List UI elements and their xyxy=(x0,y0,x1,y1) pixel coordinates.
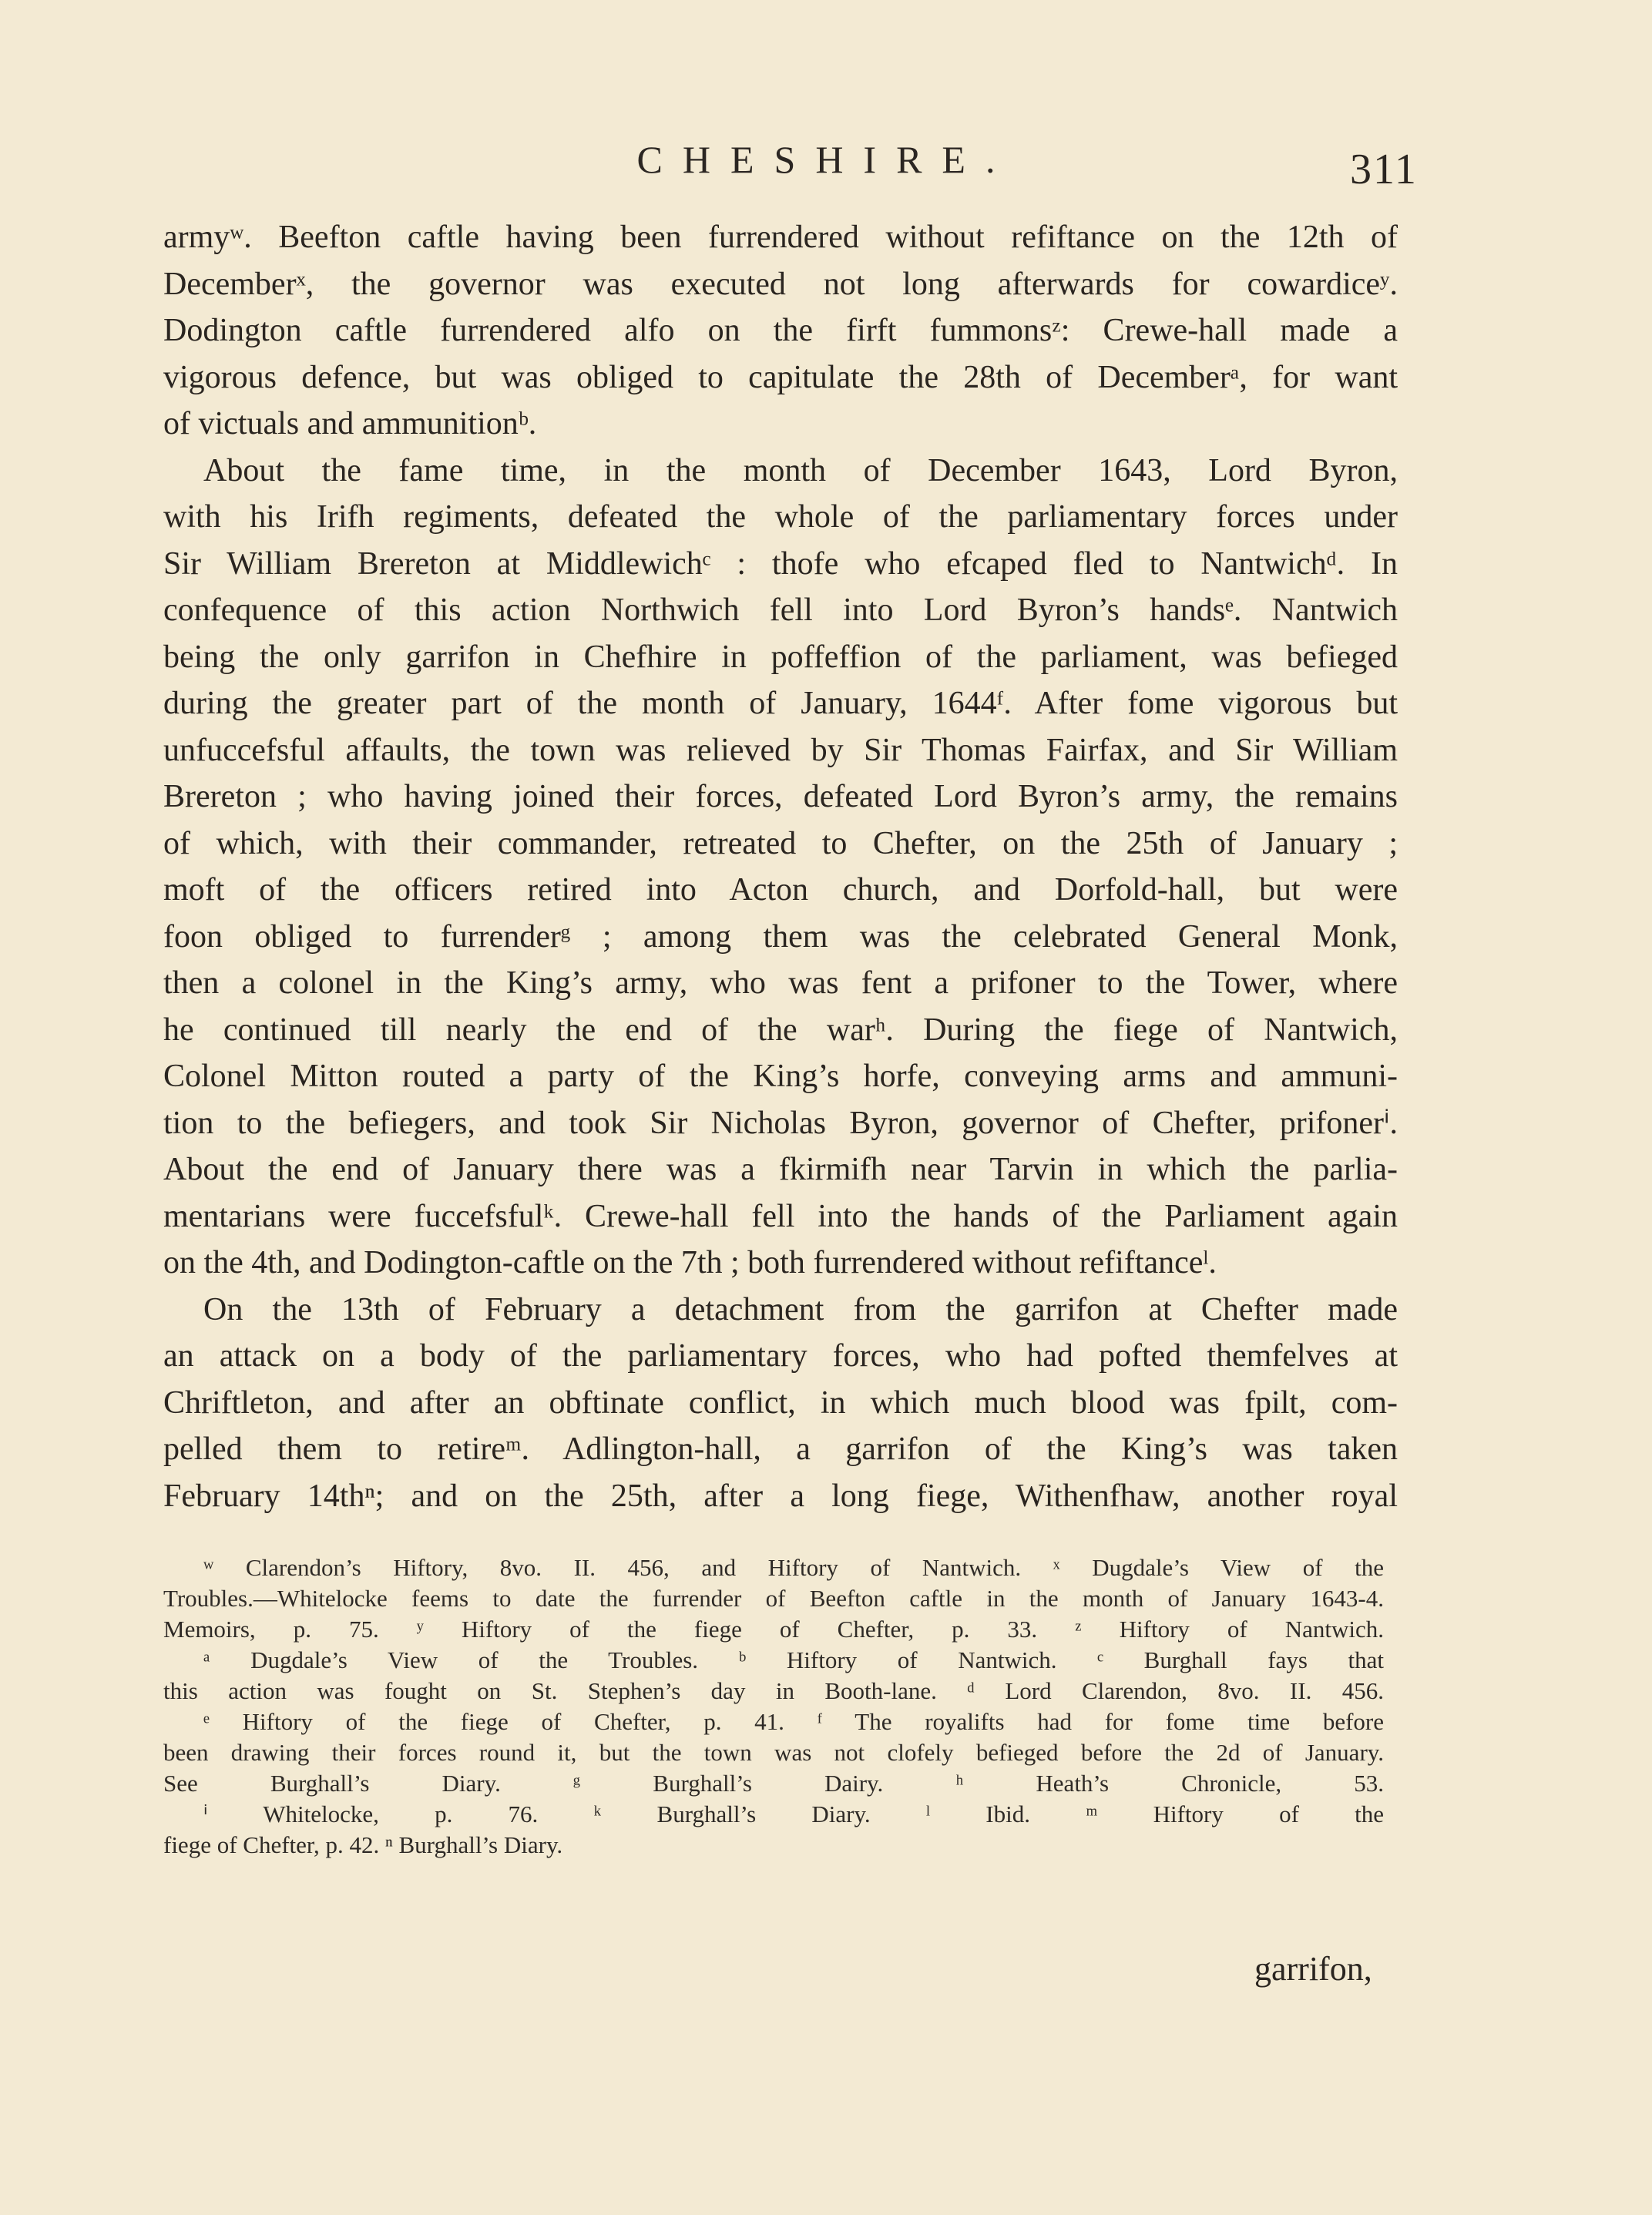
body-line: On the 13th of February a detachment from the garrifon at Chefter made xyxy=(203,1291,1398,1327)
footnotes xyxy=(163,1552,1384,1861)
body-line: on the 4th, and Dodington-caftle on the 7th ; both furrendered without refiftanceˡ. xyxy=(163,1245,1217,1280)
catchword: garrifon, xyxy=(1254,1950,1372,1988)
footnote-line: been drawing their forces round it, but the town was not clofely befieged before the 2d of January. xyxy=(163,1739,1384,1766)
footnote-line: Troubles.—Whitelocke feems to date the furrender of Beefton caftle in the month of January 1643-4. xyxy=(163,1585,1384,1612)
page-number: 311 xyxy=(1350,146,1418,193)
body-line: February 14thⁿ; and on the 25th, after a long fiege, Withenfhaw, another royal xyxy=(163,1478,1398,1514)
body-line: unfuccefsful affaults, the town was relieved by Sir Thomas Fairfax, and Sir William xyxy=(163,732,1398,768)
footnote-line: Memoirs, p. 75. ʸ Hiftory of the fiege of Chefter, p. 33. ᶻ Hiftory of Nantwich. xyxy=(163,1616,1384,1643)
body-line: About the end of January there was a fkirmifh near Tarvin in which the parlia- xyxy=(163,1152,1398,1187)
body-text xyxy=(163,214,1398,1519)
body-line: confequence of this action Northwich fell into Lord Byron’s handsᵉ. Nantwich xyxy=(163,592,1398,628)
footnote-line: ᵃ Dugdale’s View of the Troubles. ᵇ Hiftory of Nantwich. ᶜ Burghall fays that xyxy=(203,1646,1384,1673)
running-head-title: CHESHIRE. xyxy=(636,138,1016,181)
body-line: Decemberˣ, the governor was executed not long afterwards for cowardiceʸ. xyxy=(163,266,1398,302)
body-line: mentarians were fuccefsfulᵏ. Crewe-hall fell into the hands of the Parliament again xyxy=(163,1198,1398,1234)
body-line: Brereton ; who having joined their forces, defeated Lord Byron’s army, the remains xyxy=(163,779,1398,814)
body-line: armyʷ. Beefton caftle having been furrendered without refiftance on the 12th of xyxy=(163,220,1398,255)
body-line: being the only garrifon in Chefhire in poffeffion of the parliament, was befieged xyxy=(163,639,1398,675)
body-line: Chriftleton, and after an obftinate conflict, in which much blood was fpilt, com- xyxy=(163,1384,1398,1421)
body-line: with his Irifh regiments, defeated the whole of the parliamentary forces under xyxy=(163,499,1398,535)
body-line: moft of the officers retired into Acton church, and Dorfold-hall, but were xyxy=(163,872,1398,908)
footnote-line: this action was fought on St. Stephen’s day in Booth-lane. ᵈ Lord Clarendon, 8vo. II. 456. xyxy=(163,1677,1384,1704)
footnote-line: ʷ Clarendon’s Hiftory, 8vo. II. 456, and Hiftory of Nantwich. ˣ Dugdale’s View of the xyxy=(203,1554,1384,1581)
body-line: Colonel Mitton routed a party of the King’s horfe, conveying arms and ammuni- xyxy=(163,1059,1398,1094)
footnote-line: ᵉ Hiftory of the fiege of Chefter, p. 41. ᶠ The royalifts had for fome time before xyxy=(203,1708,1384,1735)
body-line: then a colonel in the King’s army, who was fent a prifoner to the Tower, where xyxy=(163,965,1398,1001)
body-line: Sir William Brereton at Middlewichᶜ : thofe who efcaped fled to Nantwichᵈ. In xyxy=(163,545,1398,582)
body-line: he continued till nearly the end of the warʰ. During the fiege of Nantwich, xyxy=(163,1012,1398,1048)
body-line: Dodington caftle furrendered alfo on the firft fummonsᶻ: Crewe-hall made a xyxy=(163,313,1398,348)
body-line: pelled them to retireᵐ. Adlington-hall, a garrifon of the King’s was taken xyxy=(163,1431,1398,1467)
footnote-line: fiege of Chefter, p. 42. ⁿ Burghall’s Diary. xyxy=(163,1831,563,1858)
body-line: of victuals and ammunitionᵇ. xyxy=(163,406,537,441)
body-line: vigorous defence, but was obliged to capitulate the 28th of Decemberᵃ, for want xyxy=(163,359,1398,395)
body-line: during the greater part of the month of January, 1644ᶠ. After fome vigorous but xyxy=(163,686,1398,721)
body-line: tion to the befiegers, and took Sir Nicholas Byron, governor of Chefter, prifonerⁱ. xyxy=(163,1105,1398,1141)
body-line: foon obliged to furrenderᵍ ; among them was the celebrated General Monk, xyxy=(163,918,1398,955)
body-line: of which, with their commander, retreated to Chefter, on the 25th of January ; xyxy=(163,825,1398,861)
footnote-line: See Burghall’s Diary. ᵍ Burghall’s Dairy. ʰ Heath’s Chronicle, 53. xyxy=(163,1770,1384,1797)
body-line: an attack on a body of the parliamentary forces, who had pofted themfelves at xyxy=(163,1338,1398,1374)
footnote-line: ⁱ Whitelocke, p. 76. ᵏ Burghall’s Diary. ˡ Ibid. ᵐ Hiftory of the xyxy=(203,1801,1384,1827)
body-line: About the fame time, in the month of December 1643, Lord Byron, xyxy=(203,452,1398,488)
